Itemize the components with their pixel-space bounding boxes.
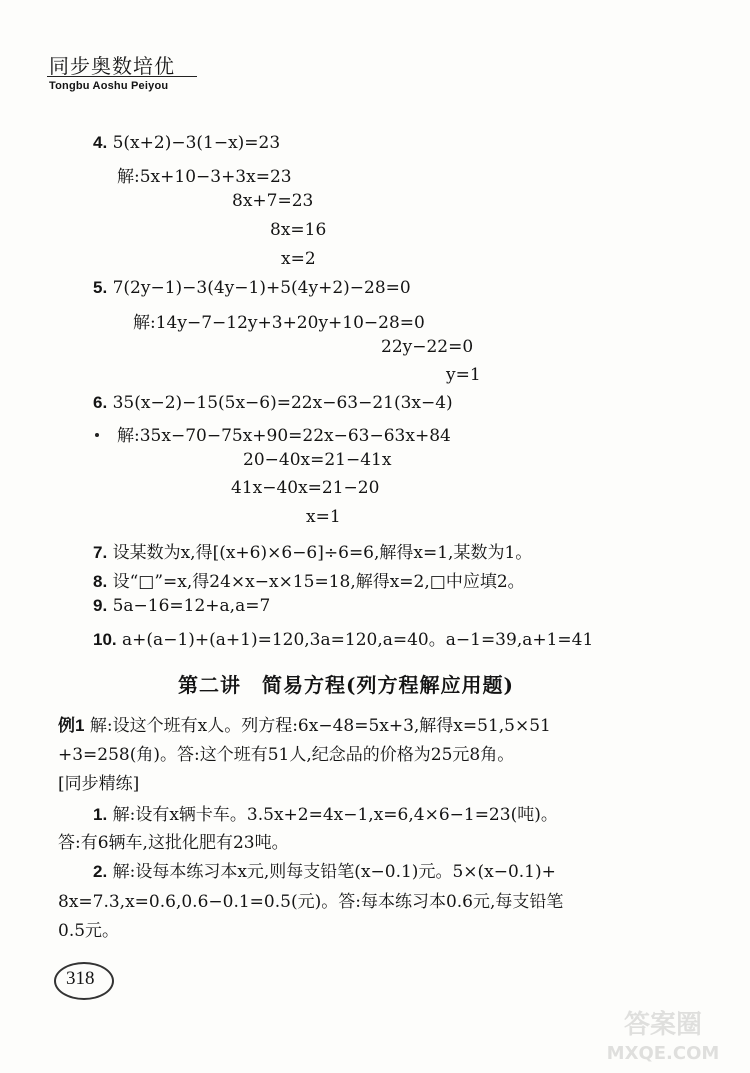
solution-text: 5a−16=12+a,a=7 (112, 596, 271, 616)
problem-7 (93, 538, 532, 563)
equation: 35(x−2)−15(5x−6)=22x−63−21(3x−4) (112, 393, 453, 413)
exercise-1-line-1 (93, 800, 558, 825)
problem-5-equation (93, 278, 411, 298)
solution-text: 设某数为x,得[(x+6)×6−6]÷6=6,解得x=1,某数为1。 (112, 543, 533, 563)
exercise-text: 解:设每本练习本x元,则每支铅笔(x−0.1)元。5×(x−0.1)+ (112, 862, 556, 882)
exercise-text: 解:设有x辆卡车。3.5x+2=4x−1,x=6,4×6−1=23(吨)。 (112, 805, 558, 825)
watermark (588, 1003, 738, 1065)
section-heading: [同步精练] (58, 774, 140, 794)
page-number: 318 (66, 968, 95, 989)
header-title-cn: 同步奥数培优 (49, 54, 175, 78)
header-rule (47, 76, 197, 77)
problem-4-equation (93, 133, 280, 153)
problem-number: 8. (93, 572, 108, 591)
exercise-1-line-2: 答:有6辆车,这批化肥有23吨。 (58, 833, 289, 853)
problem-number: 10. (93, 630, 117, 649)
problem-4-step-3: 8x=16 (270, 220, 327, 240)
watermark-logo (588, 1003, 738, 1065)
watermark-line-1: 答案圈 (623, 1010, 703, 1040)
exercise-2-line-3: 0.5元。 (58, 921, 120, 941)
problem-number: 7. (93, 543, 108, 562)
problem-5-step-2: 22y−22=0 (381, 337, 474, 357)
problem-number: 4. (93, 133, 108, 152)
problem-6-step-4: x=1 (306, 507, 341, 527)
exercise-number: 2. (93, 862, 108, 881)
problem-number: 9. (93, 596, 108, 615)
example-text: 解:设这个班有x人。列方程:6x−48=5x+3,解得x=51,5×51 (89, 716, 551, 736)
equation: 5(x+2)−3(1−x)=23 (112, 133, 281, 153)
problem-4-step-2: 8x+7=23 (232, 191, 314, 211)
lecture-title: 第二讲 简易方程(列方程解应用题) (178, 673, 514, 697)
problem-9 (93, 596, 270, 616)
problem-4-step-1: 解:5x+10−3+3x=23 (117, 167, 292, 187)
problem-6-step-3: 41x−40x=21−20 (231, 478, 380, 498)
equation: 7(2y−1)−3(4y−1)+5(4y+2)−28=0 (112, 278, 411, 298)
example-1-line-2: +3=258(角)。答:这个班有51人,纪念品的价格为25元8角。 (58, 745, 515, 765)
problem-number: 5. (93, 278, 108, 297)
example-1-line-1 (58, 711, 551, 736)
exercise-2-line-2: 8x=7.3,x=0.6,0.6−0.1=0.5(元)。答:每本练习本0.6元,每支铅笔 (58, 892, 564, 912)
problem-10 (93, 625, 593, 650)
exercise-2-line-1 (93, 857, 556, 882)
problem-number: 6. (93, 393, 108, 412)
solution-text: 设“□”=x,得24×x−x×15=18,解得x=2,□中应填2。 (112, 572, 525, 592)
problem-5-step-3: y=1 (446, 365, 481, 385)
problem-6-equation (93, 393, 453, 413)
header-title-en: Tongbu Aoshu Peiyou (49, 80, 169, 92)
problem-5-step-1: 解:14y−7−12y+3+20y+10−28=0 (133, 313, 425, 333)
example-label: 例1 (58, 716, 85, 735)
exercise-number: 1. (93, 805, 108, 824)
watermark-line-2: MXQE.COM (606, 1043, 720, 1064)
problem-8 (93, 567, 525, 592)
solution-text: a+(a−1)+(a+1)=120,3a=120,a=40。a−1=39,a+1=41 (122, 630, 594, 650)
problem-6-step-2: 20−40x=21−41x (243, 450, 392, 470)
problem-4-step-4: x=2 (281, 249, 316, 269)
stray-dot (95, 433, 99, 437)
problem-6-step-1: 解:35x−70−75x+90=22x−63−63x+84 (117, 426, 451, 446)
